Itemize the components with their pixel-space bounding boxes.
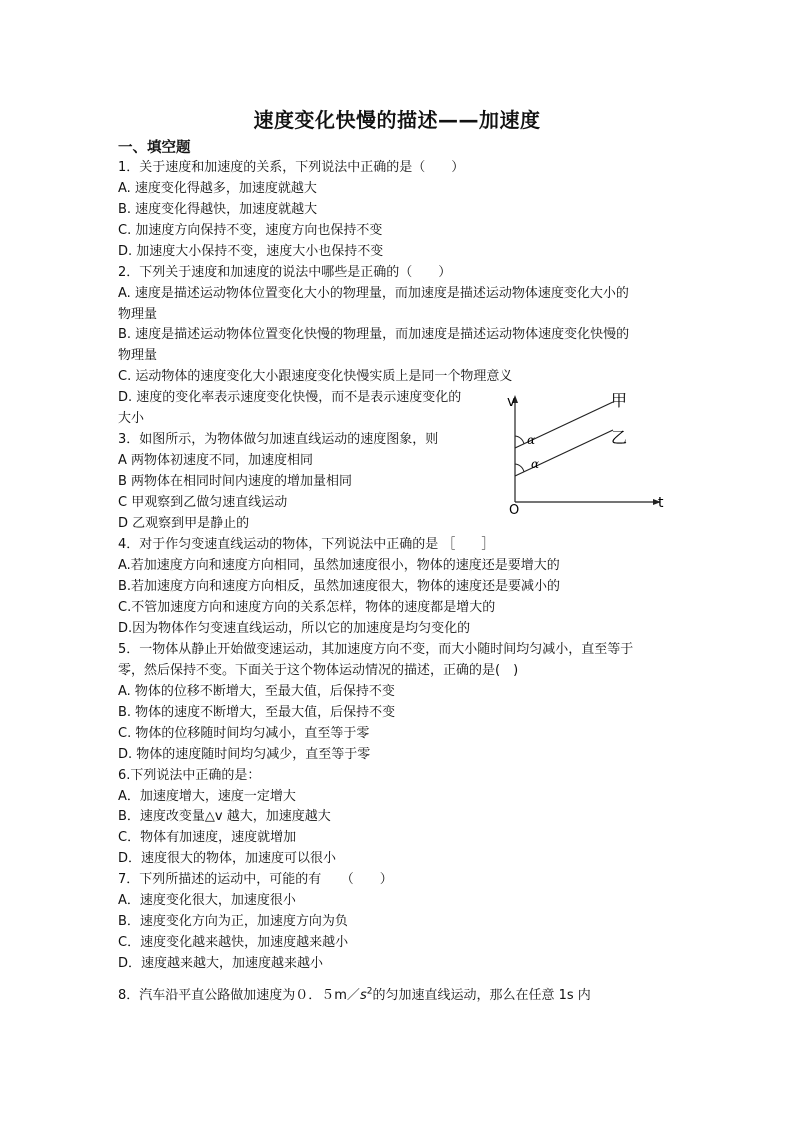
question-4-option-a: A.若加速度方向和速度方向相同，虽然加速度很小，物体的速度还是要增大的 (118, 558, 560, 573)
question-7-option-a: A．速度变化很大，加速度很小 (118, 893, 296, 908)
question-4-option-c: C.不管加速度方向和速度方向的关系怎样，物体的速度都是增大的 (118, 600, 496, 615)
origin-label: O (509, 503, 520, 517)
velocity-time-graph (495, 392, 675, 517)
question-2-option-b: B. 速度是描述运动物体位置变化快慢的物理量，而加速度是描述运动物体速度变化快慢的 (118, 327, 630, 342)
angle-label-jia: α (527, 433, 536, 447)
question-2-stem: 2．下列关于速度和加速度的说法中哪些是正确的（ ） (118, 265, 452, 280)
question-4-option-d: D.因为物体作匀变速直线运动，所以它的加速度是均匀变化的 (118, 621, 471, 636)
question-1-stem: 1．关于速度和加速度的关系，下列说法中正确的是（ ） (118, 160, 465, 175)
question-3-option-a: A 两物体初速度不同，加速度相同 (118, 453, 314, 468)
line-label-jia: 甲 (611, 392, 628, 410)
question-8-suffix: 的匀加速直线运动，那么在任意 1s 内 (372, 988, 591, 1003)
question-2-option-d: D. 速度的变化率表示速度变化快慢，而不是表示速度变化的 (118, 390, 462, 405)
question-1-option-a: A. 速度变化得越多，加速度就越大 (118, 181, 317, 196)
question-5-stem: 5．一物体从静止开始做变速运动，其加速度方向不变，而大小随时间均匀减小，直至等于 (118, 642, 634, 657)
question-6-stem: 6.下列说法中正确的是： (118, 768, 261, 783)
question-4-option-b: B.若加速度方向和速度方向相反，虽然加速度很大，物体的速度还是要减小的 (118, 579, 561, 594)
question-8-unit-exponent: 2 (366, 986, 373, 997)
question-7-option-d: D．速度越来越大，加速度越来越小 (118, 956, 324, 971)
line-label-yi: 乙 (611, 428, 628, 447)
question-3-option-c: C 甲观察到乙做匀速直线运动 (118, 495, 288, 510)
page-title: 速度变化快慢的描述——加速度 (253, 108, 541, 132)
question-4-stem: 4．对于作匀变速直线运动的物体，下列说法中正确的是 ［ ］ (118, 537, 495, 552)
question-6-option-b: B．速度改变量△v 越大，加速度越大 (118, 809, 331, 824)
question-8-unit-s: s (359, 988, 367, 1003)
question-6-option-c: C．物体有加速度，速度就增加 (118, 830, 297, 845)
angle-label-yi: α (531, 457, 540, 471)
angle-arc-jia (515, 436, 524, 444)
question-5-option-b: B. 物体的速度不断增大，至最大值，后保持不变 (118, 705, 396, 720)
question-5-option-d: D. 物体的速度随时间均匀减少，直至等于零 (118, 747, 371, 762)
question-8-prefix: 8．汽车沿平直公路做加速度为０．５m／ (118, 988, 360, 1003)
question-6-option-d: D．速度很大的物体，加速度可以很小 (118, 851, 337, 866)
question-6-option-a: A．加速度增大，速度一定增大 (118, 789, 296, 804)
question-1-option-d: D. 加速度大小保持不变，速度大小也保持不变 (118, 244, 384, 259)
question-3-option-b: B 两物体在相同时间内速度的增加量相同 (118, 474, 353, 489)
question-5-option-c: C. 物体的位移随时间均匀减小，直至等于零 (118, 726, 370, 741)
angle-arc-yi (515, 464, 524, 472)
t-axis-label: t (658, 495, 664, 511)
question-2-option-c: C. 运动物体的速度变化大小跟速度变化快慢实质上是同一个物理意义 (118, 369, 513, 384)
question-7-option-b: B．速度变化方向为正，加速度方向为负 (118, 914, 348, 929)
question-2-option-a-cont: 物理量 (118, 307, 158, 322)
question-7-option-c: C．速度变化越来越快，加速度越来越小 (118, 935, 349, 950)
question-1-option-b: B. 速度变化得越快，加速度就越大 (118, 202, 318, 217)
question-7-stem: 7．下列所描述的运动中，可能的有 （ ） (118, 872, 393, 887)
question-8-stem (118, 984, 678, 1003)
question-2-option-b-cont: 物理量 (118, 348, 158, 363)
question-1-option-c: C. 加速度方向保持不变，速度方向也保持不变 (118, 223, 383, 238)
question-5-stem-cont: 零，然后保持不变。下面关于这个物体运动情况的描述，正确的是( ) (118, 663, 519, 678)
question-3-stem: 3．如图所示，为物体做匀加速直线运动的速度图象，则 (118, 432, 439, 447)
question-3-option-d: D 乙观察到甲是静止的 (118, 516, 250, 531)
v-axis-label: v (507, 394, 516, 410)
question-2-option-a: A. 速度是描述运动物体位置变化大小的物理量，而加速度是描述运动物体速度变化大小的 (118, 286, 629, 301)
question-5-option-a: A. 物体的位移不断增大，至最大值，后保持不变 (118, 684, 395, 699)
question-2-option-d-cont: 大小 (118, 411, 145, 426)
section-heading: 一、填空题 (118, 140, 191, 156)
